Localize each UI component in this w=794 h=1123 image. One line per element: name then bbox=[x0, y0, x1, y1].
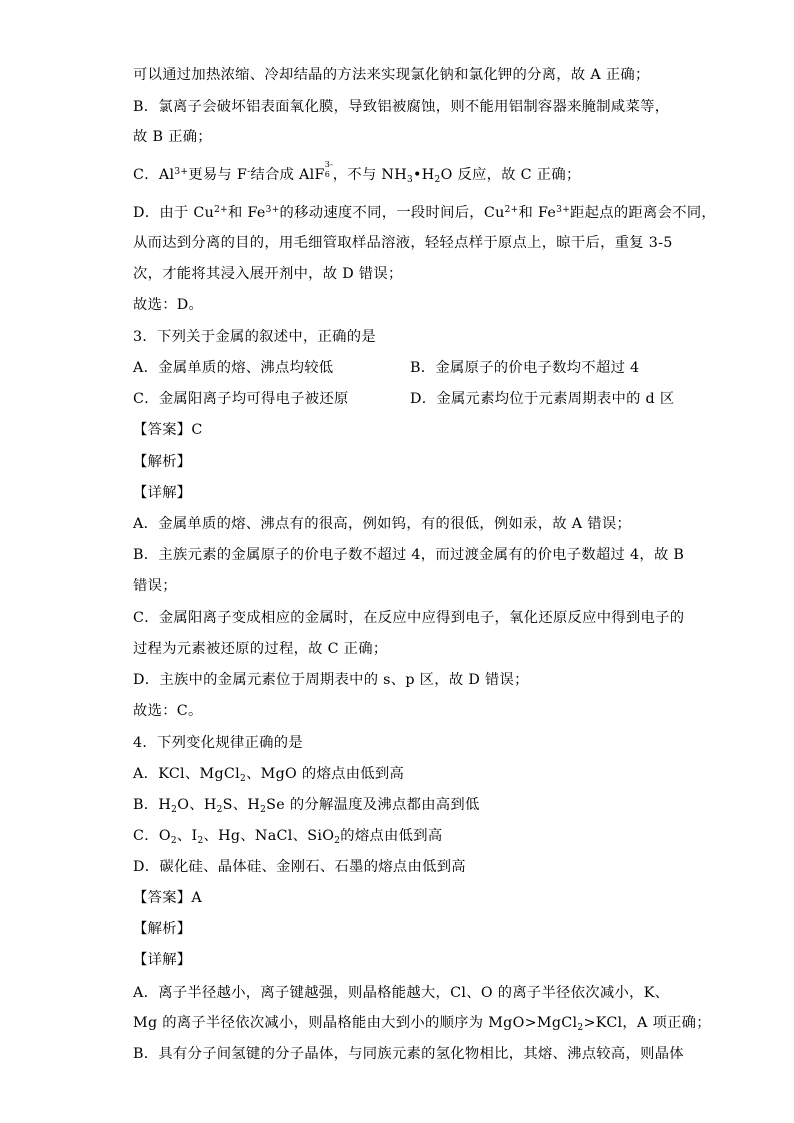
q3-analysis-heading: 【解析】 bbox=[133, 454, 192, 470]
q3-detail-heading: 【详解】 bbox=[133, 485, 192, 501]
q2-explanation-c: C．$Al^{3+}$更易与 F-结合成 AlF 3- 6 ，不与 $NH_3•H_2O$ 反应，故 C 正确； bbox=[133, 160, 581, 185]
q3-explanation-b: B．主族元素的金属原子的价电子数不超过 4，而过渡金属有的价电子数超过 4，故 B bbox=[133, 547, 685, 563]
q4-detail-heading: 【详解】 bbox=[133, 952, 192, 968]
q3-explanation-a: A．金属单质的熔、沸点有的很高，例如钨，有的很低，例如汞，故 A 错误； bbox=[133, 516, 632, 532]
q4-explanation-a-cont: Mg 的离子半径依次减小，则晶格能由大到小的顺序为 MgO>MgCl$_2$>KCl，A 项正确； bbox=[133, 1015, 711, 1033]
q4-option-d: D．碳化硅、晶体硅、金刚石、石墨的熔点由低到高 bbox=[133, 859, 466, 875]
q3-explanation-d: D．主族中的金属元素位于周期表中的 s、p 区，故 D 错误； bbox=[133, 672, 529, 688]
q2-explanation-d-cont2: 次，才能将其浸入展开剂中，故 D 错误； bbox=[133, 266, 403, 282]
q4-analysis-heading: 【解析】 bbox=[133, 921, 192, 937]
q2-choose: 故选：D。 bbox=[133, 297, 204, 313]
q4-option-a: A．KCl、MgCl$_2$、MgO 的熔点由低到高 bbox=[133, 766, 405, 784]
q2-explanation-d: D．由于 $Cu^{2+}$和 $Fe^{3+}$的移动速度不同，一段时间后，$Cu^{2+}$和 $Fe^{3+}$距起点的距离会不同， bbox=[133, 205, 717, 221]
q2-explanation-b: B．氯离子会破坏铝表面氧化膜，导致铝被腐蚀，则不能用铝制容器来腌制咸菜等， bbox=[133, 99, 670, 115]
q2-explanation-d-cont1: 从而达到分离的目的，用毛细管取样品溶液，轻轻点样于原点上，晾干后，重复 3-5 bbox=[133, 235, 673, 251]
alf6-charge-stack: 3- 6 bbox=[324, 160, 334, 179]
q3-explanation-c: C．金属阳离子变成相应的金属时，在反应中应得到电子，氧化还原反应中得到电子的 bbox=[133, 610, 685, 626]
q3-option-b: B．金属原子的价电子数均不超过 4 bbox=[410, 360, 640, 376]
q4-option-b: B．$H_2O$、$H_2S$、$H_2Se$ 的分解温度及沸点都由高到低 bbox=[133, 797, 480, 815]
q3-answer: 【答案】C bbox=[133, 422, 203, 438]
q3-option-a: A．金属单质的熔、沸点均较低 bbox=[133, 360, 334, 376]
q4-explanation-b: B．具有分子间氢键的分子晶体，与同族元素的氢化物相比，其熔、沸点较高，则晶体 bbox=[133, 1046, 684, 1062]
q3-stem: 3．下列关于金属的叙述中，正确的是 bbox=[133, 329, 376, 345]
q4-stem: 4．下列变化规律正确的是 bbox=[133, 735, 303, 751]
q2-explanation-b-cont: 故 B 正确； bbox=[133, 129, 212, 145]
q2-explanation-line: 可以通过加热浓缩、冷却结晶的方法来实现氯化钠和氯化钾的分离，故 A 正确； bbox=[133, 67, 650, 83]
q4-answer: 【答案】A bbox=[133, 890, 203, 906]
q3-option-d: D．金属元素均位于元素周期表中的 d 区 bbox=[410, 391, 675, 407]
q4-option-c: C．$O_2$、$I_2$、Hg、NaCl、SiO$_2$的熔点由低到高 bbox=[133, 828, 443, 846]
q3-option-c: C．金属阳离子均可得电子被还原 bbox=[133, 391, 349, 407]
q3-explanation-c-cont: 过程为元素被还原的过程，故 C 正确； bbox=[133, 641, 388, 657]
q4-explanation-a: A．离子半径越小，离子键越强，则晶格能越大，Cl、O 的离子半径依次减小，K、 bbox=[133, 985, 670, 1001]
q3-explanation-b-cont: 错误； bbox=[133, 578, 177, 594]
q3-choose: 故选：C。 bbox=[133, 703, 203, 719]
